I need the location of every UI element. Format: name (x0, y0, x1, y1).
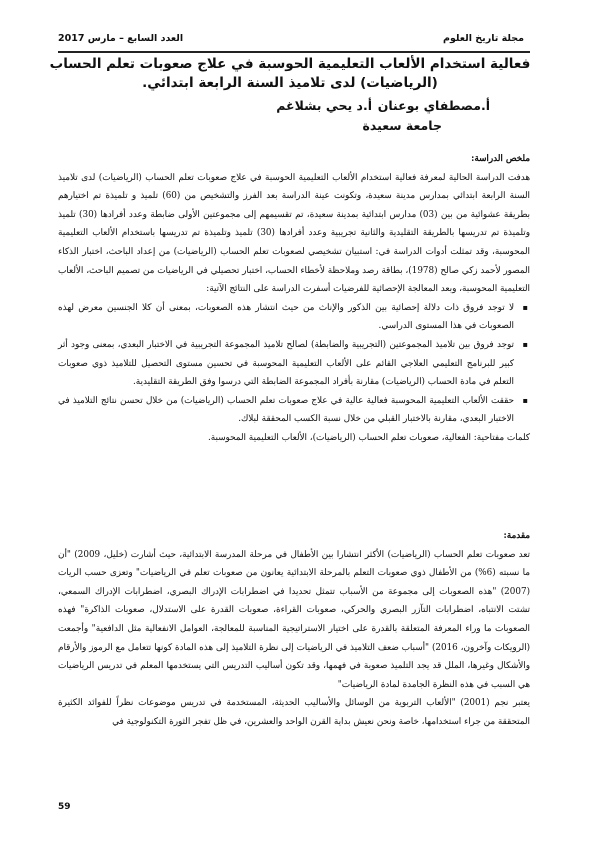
abstract-heading: ملخص الدراسة: (471, 154, 530, 164)
header-rule (58, 51, 530, 53)
introduction-section (58, 527, 530, 732)
abstract-paragraph: هدفت الدراسة الحالية لمعرفة فعالية استخدام الألعاب التعليمية الحوسبة في علاج صعوبات تعلم الحساب (الرياضيات) لدى تلاميذ السنة الرابعة ابتدائي بمدارس مدينة سعيدة، وتكونت عينة الدراسة بعد الفرز والتشخيص من (60) تلميذ و تلميذة تم اختيارهم بطريقة عشوائية من بين (03) مدارس ابتدائية بمدينة سعيدة، تم تقسيمهم إلى مجموعتين الأولى ضابطة وعدد أفرادها (30) تلميذ وتلميذة تم تدريسها بالطريقة التقليدية والثانية تجريبية وعدد أفرادها (30) تلميذ وتلميذة تم تدريسها باستخدام الألعاب التعليمية المحوسبة، وقد تمثلت أدوات الدراسة في: استبيان تشخيصي لصعوبات تعلم الحساب (الرياضيات) من إعداد الباحث، اختبار الذكاء المصور لأحمد زكي صالح (1978)، بطاقة رصد وملاحظة لأخطاء الحساب، اختبار تحصيلي في الرياضيات من تصميم الباحث، الألعاب التعليمية المحوسبة، وبعد المعالجة الإحصائية للفرضيات أسفرت الدراسة على النتائج الآتية: (58, 172, 531, 295)
paper-title: فعالية استخدام الألعاب التعليمية الحوسبة في علاج صعوبات تعلم الحساب (الرياضيات) لدى تلاميذ السنة الرابعة ابتدائي. (49, 56, 531, 91)
author-name: أ.د يحي بشلاغم (276, 98, 372, 113)
finding-bullet: ▪ لا توجد فروق ذات دلالة إحصائية بين الذكور والإناث من حيث انتشار هذه الصعوبات، بمعنى أن كلا الجنسين معرض لهذه الصعوبات في هذا المستوى الدراسي. (58, 299, 514, 336)
finding-bullet: ▪ حققت الألعاب التعليمية المحوسبة فعالية عالية في علاج صعوبات تعلم الحساب (الرياضيات) من خلال تحسن نتائج التلاميذ في الاختبار البعدي، مقارنة بالاختبار القبلي من خلال نسبة الكسب المحققة لبلاك. (58, 392, 514, 429)
journal-name: مجلة تاريخ العلوم (443, 33, 524, 44)
intro-heading: مقدمة: (503, 531, 530, 541)
affiliation: جامعة سعيدة (362, 118, 442, 133)
author-block (130, 98, 490, 138)
finding-bullet: ▪ توجد فروق بين تلاميذ المجموعتين (التجريبية والضابطة) لصالح تلاميذ المجموعة التجريبية في الاختبار البعدي، بمعنى وجود أثر كبير للبرنامج التعليمي العلاجي القائم على الألعاب التعليمية المحوسبة في تحسين مستوى التحصيل للتلاميذ ذوي صعوبات التعلم في مادة الحساب (الرياضيات) مقارنة بأفراد المجموعة الضابطة التي درسوا وفق الطريقة التقليدية. (58, 336, 514, 392)
keywords: كلمات مفتاحية: الفعالية، صعوبات تعلم الحساب (الرياضيات)، الألعاب التعليمية المحوسبة. (208, 432, 530, 443)
issue-info: العدد السابع – مارس 2017 (58, 33, 184, 44)
page-number: 59 (58, 802, 71, 812)
author-name: أ.مصطفاي بوعنان (377, 98, 490, 113)
intro-paragraph: تعد صعوبات تعلم الحساب (الرياضيات) الأكثر انتشارا بين الأطفال في مرحلة المدرسة الابتدائية، حيث أشارت (خليل، 2009) "أن ما نسبته (6%) من الأطفال ذوي صعوبات التعلم بالمرحلة الابتدائية يعانون من صعوبات تعلم في الرياضيات" وتعزى حسب الريات (2007) "هذه الصعوبات إلى مجموعة من الأسباب تتمثل تحديدا في اضطرابات الإدراك البصري، اضطرابات الإدراك السمعي، تشتت الانتباه، اضطرابات التآزر البصري والحركي، صعوبات القراءة، صعوبات القدرة على الاستدلال، صعوبات الذاكرة" فهذه الصعوبات ما وراء المعرفة المتعلقة بالقدرة على اختيار الاستراتيجية المناسبة للمعالجة، العوامل الانفعالية مثل الدافعية" وأجمعت (الرويكات وآخرون، 2016) "أسباب ضعف التلاميذ في الرياضيات إلى نظرة التلاميذ إلى هذه المادة كونها تتعامل مع الرموز والأرقام والأشكال وغيرها، الملل قد يجد التلميذ صعوبة في فهمها، وقد تكون أساليب التدريس التي يستخدمها المعلم في تدريس الرياضيات هي السبب في هذه النظرة الجامدة لمادة الرياضيات" (58, 549, 530, 690)
abstract-section (58, 150, 530, 448)
intro-paragraph: يعتبر نجم (2001) "الألعاب التربوية من الوسائل والأساليب الحديثة، المستخدمة في تدريس موضوعات نظراً للفوائد الكثيرة المتحققة من جراء استخدامها، خاصة ونحن نعيش بداية القرن الواحد والعشرين، في ظل تفجر الثورة التكنولوجية في (58, 698, 530, 727)
running-header (58, 33, 524, 45)
